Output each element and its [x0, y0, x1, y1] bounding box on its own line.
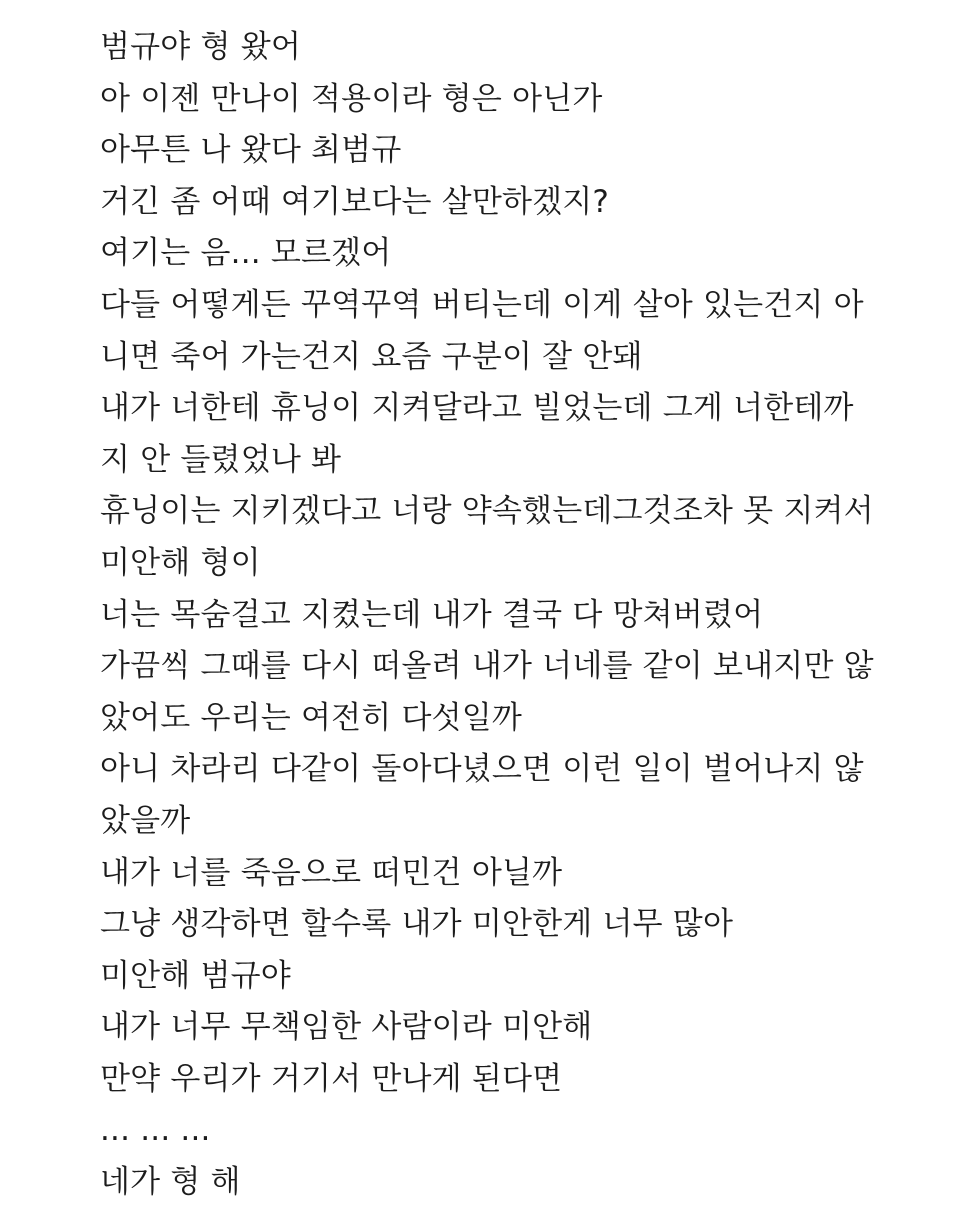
- note-line: ... ... ...: [100, 1112, 211, 1149]
- note-line: 내가 너무 무책임한 사람이라 미안해: [100, 1009, 593, 1046]
- note-line: 거긴 좀 어때 여기보다는 살만하겠지?: [100, 183, 610, 220]
- note-line: 휴닝이는 지키겠다고 너랑 약속했는데그것조차 못 지켜서: [100, 493, 874, 530]
- note-line: 여기는 음... 모르겠어: [100, 235, 392, 272]
- note-line: 그냥 생각하면 할수록 내가 미안한게 너무 많아: [100, 906, 734, 943]
- note-line: 만약 우리가 거기서 만나게 된다면: [100, 1060, 563, 1097]
- note-line: 범규야 형 왔어: [100, 29, 301, 65]
- note-line: 아 이젠 만나이 적용이라 형은 아닌가: [100, 80, 603, 117]
- note-line: 네가 형 해: [100, 1164, 241, 1201]
- note-line: 았어도 우리는 여전히 다섯일까: [100, 699, 523, 736]
- note-line: 지 안 들렸었나 봐: [100, 441, 342, 478]
- note-line: 내가 너한테 휴닝이 지켜달라고 빌었는데 그게 너한테까: [100, 390, 854, 427]
- note-line: 가끔씩 그때를 다시 떠올려 내가 너네를 같이 보내지만 않: [100, 648, 874, 685]
- note-line: 미안해 범규야: [100, 957, 291, 994]
- note-line: 았을까: [100, 802, 191, 839]
- note-line: 다들 어떻게든 꾸역꾸역 버티는데 이게 살아 있는건지 아: [100, 286, 864, 323]
- note-text: [100, 22, 940, 1209]
- note-line: 아니 차라리 다같이 돌아다녔으면 이런 일이 벌어나지 않: [100, 751, 864, 788]
- note-line: 너는 목숨걸고 지켰는데 내가 결국 다 망쳐버렸어: [100, 596, 764, 633]
- note-line: 내가 너를 죽음으로 떠민건 아닐까: [100, 854, 563, 891]
- note-line: 아무튼 나 왔다 최범규: [100, 132, 402, 169]
- note-line: 미안해 형이: [100, 544, 261, 581]
- note-line: 니면 죽어 가는건지 요즘 구분이 잘 안돼: [100, 338, 643, 375]
